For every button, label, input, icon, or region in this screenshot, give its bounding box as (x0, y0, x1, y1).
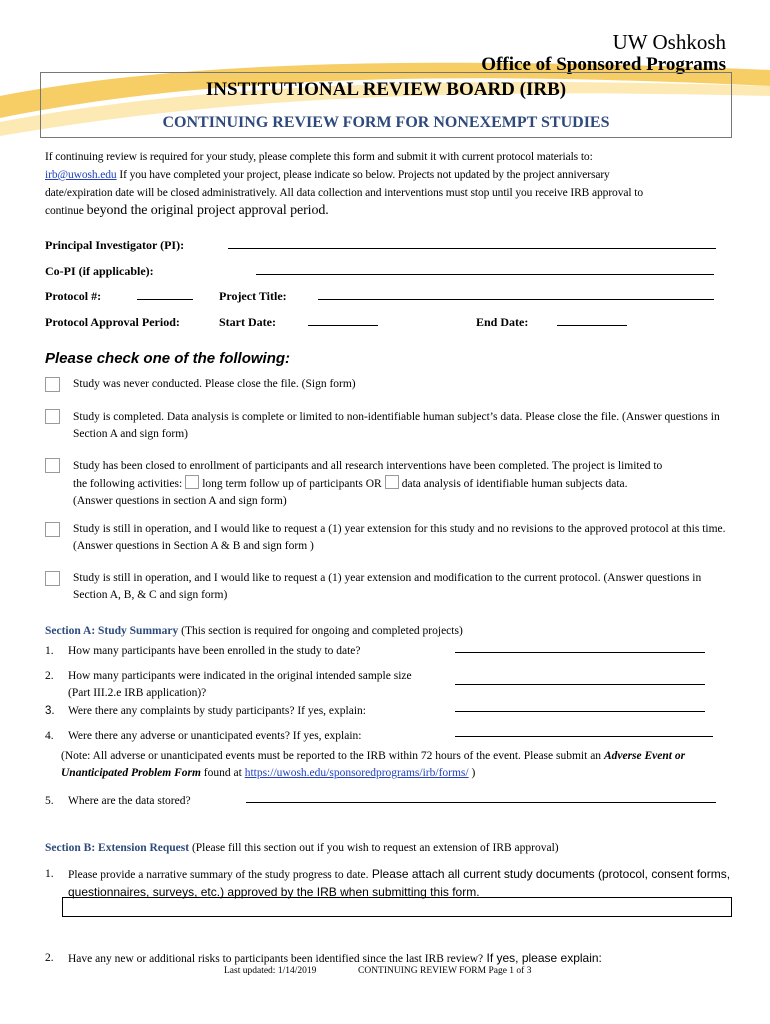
b-q2-text-b: If yes, please explain: (483, 951, 602, 965)
pi-label: Principal Investigator (PI): (45, 238, 185, 252)
end-date-label: End Date: (476, 315, 529, 329)
check-heading: Please check one of the following: (45, 350, 291, 367)
a-q5-answer[interactable] (246, 802, 716, 803)
a-q3-number: 3. (45, 705, 55, 717)
a-q2-answer[interactable] (455, 684, 705, 685)
copi-field[interactable] (256, 274, 714, 275)
option-closed-line-3: (Answer questions in section A and sign form) (73, 495, 287, 507)
follow-up-checkbox[interactable] (185, 475, 199, 489)
intro-line-2: If you have completed your project, please indicate so below. Projects not updated by the project anniversary (116, 169, 610, 181)
irb-email-link[interactable]: irb@uwosh.edu (45, 169, 117, 181)
a-q4-text: Were there any adverse or unanticipated events? If yes, explain: (68, 730, 362, 742)
copi-label: Co-PI (if applicable): (45, 264, 154, 278)
end-date-field[interactable] (557, 325, 627, 326)
a-q1-number: 1. (45, 645, 54, 657)
irb-forms-link[interactable]: https://uwosh.edu/sponsoredprograms/irb/forms/ (244, 767, 469, 779)
b-q1-number: 1. (45, 868, 54, 880)
option-never-conducted: Study was never conducted. Please close the file. (Sign form) (73, 378, 356, 390)
data-analysis-checkbox[interactable] (385, 475, 399, 489)
a-q2-number: 2. (45, 670, 54, 682)
a-q5-text: Where are the data stored? (68, 795, 191, 807)
option-completed: Study is completed. Data analysis is complete or limited to non-identifiable human subject’s data. Please close the file. (Answer questions in Section A and sign form) (73, 411, 720, 440)
a-q4-number: 4. (45, 730, 54, 742)
intro-line-4b: beyond the original project approval period. (86, 203, 329, 218)
a-q5-number: 5. (45, 795, 54, 807)
project-title-label: Project Title: (219, 289, 287, 303)
a-q2-text: How many participants were indicated in the original intended sample size (Part III.2.e IRB application)? (68, 670, 412, 699)
never-conducted-checkbox[interactable] (45, 377, 60, 392)
option-extension-modification: Study is still in operation, and I would like to request a (1) year extension and modification to the current protocol. (Answer questions in Section A, B, & C and sign form) (73, 572, 702, 601)
b-q2-text-a: Have any new or additional risks to participants been identified since the last IRB review? (68, 953, 484, 965)
section-b-header (45, 842, 559, 854)
option-closed-enrollment (73, 458, 733, 510)
extension-checkbox[interactable] (45, 522, 60, 537)
intro-line-4a: continue (45, 205, 87, 217)
option-closed-line-1: Study has been closed to enrollment of participants and all research interventions have been completed. The project is limited to (73, 460, 663, 472)
a-q4-answer[interactable] (455, 736, 713, 737)
footer-page: CONTINUING REVIEW FORM Page 1 of 3 (358, 966, 532, 976)
project-title-field[interactable] (318, 299, 714, 300)
b-q1-text-a: Please provide a narrative summary of the study progress to date. (68, 869, 369, 881)
note-text-3: ) (468, 767, 476, 779)
protocol-number-field[interactable] (137, 299, 193, 300)
a-q1-text: How many participants have been enrolled in the study to date? (68, 645, 361, 657)
form-subtitle: CONTINUING REVIEW FORM FOR NONEXEMPT STUDIES (162, 114, 610, 131)
section-a-title: Section A: Study Summary (45, 625, 179, 637)
intro-line-3: date/expiration date will be closed administratively. All data collection and interventions must stop until you receive IRB approval to (45, 187, 643, 199)
office-name: Office of Sponsored Programs (481, 54, 726, 75)
extension-modification-checkbox[interactable] (45, 571, 60, 586)
start-date-field[interactable] (308, 325, 378, 326)
section-b-note: (Please fill this section out if you wish to request an extension of IRB approval) (191, 842, 559, 854)
adverse-events-note (61, 748, 731, 782)
start-date-label: Start Date: (219, 315, 276, 329)
title-box (40, 72, 732, 138)
intro-paragraph (45, 148, 725, 220)
form-title: INSTITUTIONAL REVIEW BOARD (IRB) (205, 79, 567, 100)
data-analysis-label: data analysis of identifiable human subjects data. (401, 478, 628, 490)
option-extension: Study is still in operation, and I would like to request a (1) year extension for this study and no revisions to the approved protocol at this time. (Answer questions in Section A & B and sign form ) (73, 523, 726, 552)
a-q3-text: Were there any complaints by study participants? If yes, explain: (68, 705, 366, 717)
b-q1-answer-box[interactable] (62, 897, 732, 917)
closed-enrollment-checkbox[interactable] (45, 458, 60, 473)
org-name: UW Oshkosh (612, 30, 726, 54)
b-q2-number: 2. (45, 952, 54, 964)
approval-period-label: Protocol Approval Period: (45, 315, 180, 329)
protocol-number-label: Protocol #: (45, 289, 102, 303)
intro-line-1: If continuing review is required for your study, please complete this form and submit it with current protocol materials to: (45, 151, 593, 163)
section-a-header (45, 625, 463, 637)
option-closed-activities-label: the following activities: (73, 478, 183, 490)
note-text-1: (Note: All adverse or unanticipated events must be reported to the IRB within 72 hours of the event. Please submit an (61, 750, 604, 762)
follow-up-label: long term follow up of participants OR (202, 478, 382, 490)
section-a-note: (This section is required for ongoing and completed projects) (181, 625, 463, 637)
adverse-form-name: Adverse Event or Unanticipated Problem Form (61, 750, 686, 779)
b-q1-text-b: Please attach all current study documents (protocol, consent forms, questionnaires, surveys, etc.) approved by the IRB when submitting this form. (68, 867, 731, 899)
section-b-title: Section B: Extension Request (45, 842, 190, 854)
completed-checkbox[interactable] (45, 409, 60, 424)
pi-field[interactable] (228, 248, 716, 249)
footer-updated: Last updated: 1/14/2019 (224, 966, 317, 976)
a-q1-answer[interactable] (455, 652, 705, 653)
note-text-2: found at (200, 767, 245, 779)
a-q3-answer[interactable] (455, 711, 705, 712)
